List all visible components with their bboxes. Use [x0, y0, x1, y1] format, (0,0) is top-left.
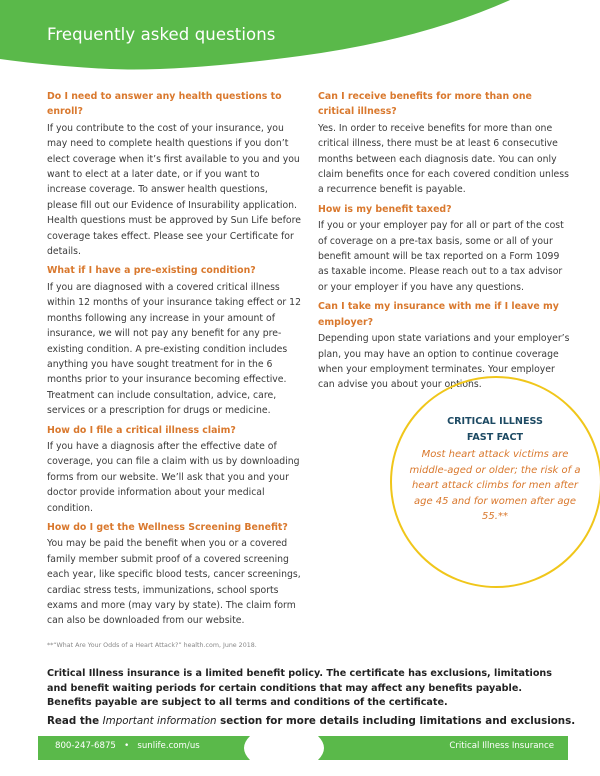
- faq-item: [47, 263, 301, 418]
- read-important-info-note: [47, 715, 577, 727]
- faq-question: How is my benefit taxed?: [318, 203, 452, 215]
- fast-fact-title-line1: CRITICAL ILLNESS: [447, 416, 543, 427]
- faq-column-left: [47, 89, 301, 633]
- footer-separator-dot: •: [124, 741, 130, 751]
- important-information-reference: Important information: [102, 715, 217, 727]
- page-title: Frequently asked questions: [47, 25, 276, 44]
- faq-answer: If you are diagnosed with a covered critical illness within 12 months of your insurance taking effect or 12 months following any increase in your amount of insurance, we will not pay any benefit for any pre-existing condition. A pre-existing condition includes anything you have sought treatment for in the 6 months prior to your insurance becoming effective. Treatment can include consultation, advice, care, services or a prescription for drugs or medicine.: [47, 281, 302, 417]
- faq-item: [47, 89, 301, 259]
- faq-item: [47, 423, 301, 516]
- faq-answer: Yes. In order to receive benefits for more than one critical illness, there must be at least 6 consecutive months between each diagnosis date. You can only claim benefits once for each covered condition unless a recurrence benefit is payable.: [318, 122, 569, 196]
- faq-answer: Depending upon state variations and your employer’s plan, you may have an option to continue coverage when your employment terminates. Your employer can advise you about your options.: [318, 333, 570, 391]
- footer-website-link[interactable]: sunlife.com/us: [137, 741, 200, 751]
- faq-question: What if I have a pre-existing condition?: [47, 265, 256, 277]
- faq-item: [47, 520, 301, 629]
- faq-question: Do I need to answer any health questions to enroll?: [47, 91, 282, 118]
- footer-product-name: Critical Illness Insurance: [449, 741, 554, 751]
- disclaimer-text: Critical Illness insurance is a limited benefit policy. The certificate has exclusions, limitations and benefit waiting periods for certain conditions that may affect any benefits payable. Benefits payable are subject to all terms and conditions of the certificate.: [47, 668, 552, 708]
- faq-item: [318, 299, 570, 392]
- fast-fact-title: [400, 414, 590, 446]
- footer-contact: [55, 741, 200, 751]
- faq-item: [318, 202, 570, 295]
- fast-fact-title-line2: FAST FACT: [466, 432, 524, 443]
- footer-separator: [119, 741, 135, 751]
- read-note-prefix: Read the: [47, 715, 103, 727]
- footer-bar: [38, 736, 568, 760]
- faq-question: How do I get the Wellness Screening Benefit?: [47, 521, 288, 533]
- footer-phone-link[interactable]: 800-247-6875: [55, 741, 116, 751]
- faq-question: How do I file a critical illness claim?: [47, 424, 236, 436]
- footnote: **“What Are Your Odds of a Heart Attack?” health.com, June 2018.: [47, 642, 257, 649]
- faq-answer: If you contribute to the cost of your insurance, you may need to complete health questions if you don’t elect coverage when it’s first available to you and you want to elect at a later date, or if you want to increase coverage. To answer health questions, please fill out our Evidence of Insurability application. Health questions must be approved by Sun Life before coverage takes effect. Please see your Certificate for details.: [47, 122, 301, 258]
- faq-answer: You may be paid the benefit when you or a covered family member submit proof of a covered screening each year, like specific blood tests, cancer screenings, cardiac stress tests, immunizations, school sports exams and more (may vary by state). The claim form can also be downloaded from our website.: [47, 538, 301, 627]
- fast-fact-text: Most heart attack victims are middle-aged or older; the risk of a heart attack climbs for men after age 45 and for women after age 55.**: [409, 449, 581, 523]
- read-note-suffix: section for more details including limitations and exclusions.: [216, 715, 576, 727]
- faq-answer: If you or your employer pay for all or part of the cost of coverage on a pre-tax basis, some or all of your benefit amount will be tax reported on a Form 1099 as taxable income. Please reach out to a tax advisor or your employer if you have any questions.: [318, 220, 564, 293]
- faq-answer: If you have a diagnosis after the effective date of coverage, you can file a claim with us by downloading forms from our website. We’ll ask that you and your doctor provide information about your medical condition.: [47, 440, 300, 514]
- faq-question: Can I receive benefits for more than one critical illness?: [318, 91, 532, 118]
- faq-question: Can I take my insurance with me if I leave my employer?: [318, 301, 559, 328]
- faq-item: [318, 89, 570, 198]
- faq-column-right: [318, 89, 570, 397]
